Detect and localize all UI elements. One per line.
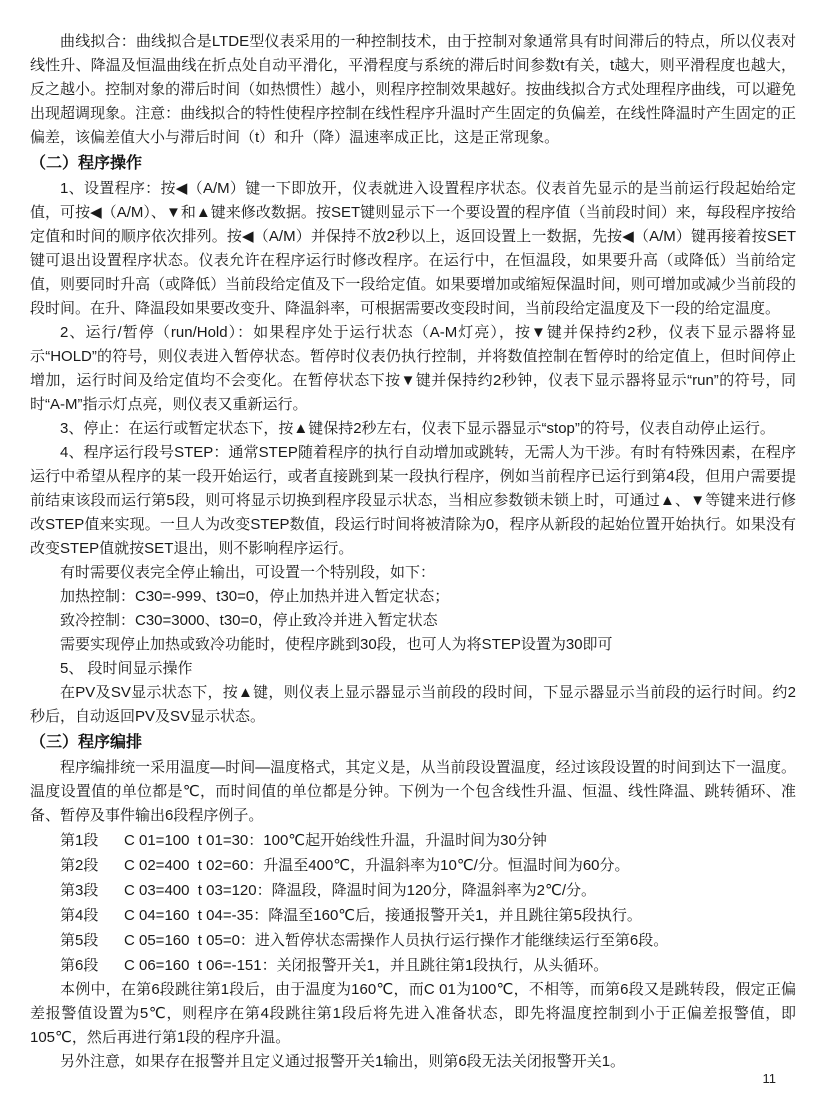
paragraph-alarm-note: 另外注意，如果存在报警并且定义通过报警开关1输出，则第6段无法关闭报警开关1。 <box>60 1053 626 1070</box>
segment-label: 第5段 <box>60 932 99 949</box>
segment-label: 第4段 <box>60 907 99 924</box>
paragraph-time-display: 在PV及SV显示状态下，按▲键，则仪表上显示器显示当前段的段时间，下显示器显示当前段的运行时间。约2秒后，自动返回PV及SV显示状态。 <box>30 684 796 725</box>
segment-text: C 05=160 t 05=0：进入暂停状态需操作人员执行运行操作才能继续运行至第6段。 <box>124 932 669 949</box>
line-special-segment-intro: 有时需要仪表完全停止输出，可设置一个特别段，如下： <box>60 564 436 581</box>
segment-text: C 04=160 t 04=-35：降温至160℃后，接通报警开关1，并且跳往第5段执行。 <box>124 907 642 924</box>
segment-row-1 <box>30 828 796 853</box>
segment-text: C 01=100 t 01=30：100℃起开始线性升温，升温时间为30分钟 <box>124 832 547 849</box>
line-cooling-control: 致冷控制：C30=3000、t30=0，停止致冷并进入暂定状态 <box>60 612 438 629</box>
segment-label: 第3段 <box>60 882 99 899</box>
line-step30-note: 需要实现停止加热或致冷功能时，使程序跳到30段，也可人为将STEP设置为30即可 <box>60 636 613 653</box>
paragraph-set-program: 1、设置程序：按◀（A/M）键一下即放开，仪表就进入设置程序状态。仪表首先显示的是当前运行段起始给定值，可按◀（A/M）、▼和▲键来修改数据。按SET键则显示下一个要设置的程序值（当前段时间）来，每段程序按给定值和时间的顺序依次排列。按◀（A/M）并保持不放2秒以上，返回设置上一数据，先按◀（A/M）键再接着按SET键可退出设置程序状态。仪表允许在程序运行时修改程序。在运行中，在恒温段，如果要升高（或降低）当前给定值，则要同时升高（或降低）当前段给定值及下一段给定值。如果要增加或缩短保温时间，则可增加或减少当前段的段时间。在升、降温段如果要改变升、降温斜率，可根据需要改变段时间，当前段给定温度及下一段的给定温度。 <box>30 180 796 317</box>
segment-text: C 03=400 t 03=120：降温段，降温时间为120分，降温斜率为2℃/分。 <box>124 882 596 899</box>
segment-text: C 02=400 t 02=60：升温至400℃，升温斜率为10℃/分。恒温时间为60分。 <box>124 857 630 874</box>
segment-label: 第1段 <box>60 832 99 849</box>
segment-label: 第6段 <box>60 957 99 974</box>
line-heating-control: 加热控制：C30=-999、t30=0，停止加热并进入暂定状态； <box>60 588 450 605</box>
paragraph-curve-fitting: 曲线拟合：曲线拟合是LTDE型仪表采用的一种控制技术，由于控制对象通常具有时间滞后的特点，所以仪表对线性升、降温及恒温曲线在折点处自动平滑化，平滑程度与系统的滞后时间参数t有关，t越大，则平滑程度也越大，反之越小。控制对象的滞后时间（如热惯性）越小，则程序控制效果越好。按曲线拟合方式处理程序曲线，可以避免出现超调现象。注意：曲线拟合的特性使程序控制在线性程序升温时产生固定的负偏差，在线性降温时产生固定的正偏差，该偏差值大小与滞后时间（t）和升（降）温速率成正比，这是正常现象。 <box>30 33 796 146</box>
page-number: 11 <box>762 1071 776 1086</box>
segment-text: C 06=160 t 06=-151：关闭报警开关1，并且跳往第1段执行，从头循环。 <box>124 957 609 974</box>
segment-row-5 <box>30 928 796 953</box>
paragraph-example-note: 本例中，在第6段跳往第1段后，由于温度为160℃，而C 01为100℃，不相等，而第6段又是跳转段，假定正偏差报警值设置为5℃，则程序在第4段跳往第1段后将先进入准备状态，即先将温度控制到小于正偏差报警值，即105℃，然后再进行第1段的程序升温。 <box>30 981 796 1046</box>
segment-row-4 <box>30 903 796 928</box>
paragraph-step-number: 4、程序运行段号STEP：通常STEP随着程序的执行自动增加或跳转，无需人为干涉。有时有特殊因素，在程序运行中希望从程序的某一段开始运行，或者直接跳到某一段执行程序，例如当前程序已运行到第4段，但用户需要提前结束该段而运行第5段，则可将显示切换到程序段显示状态，当相应参数锁未锁上时，可通过▲、▼等键来进行修改STEP值来实现。一旦人为改变STEP数值，段运行时间将被清除为0，程序从新段的起始位置开始执行。如果没有改变STEP值就按SET退出，则不影响程序运行。 <box>30 444 796 557</box>
segment-row-3 <box>30 878 796 903</box>
section-heading-programming: （三）程序编排 <box>30 734 143 751</box>
segment-row-6 <box>30 953 796 978</box>
segment-label: 第2段 <box>60 857 99 874</box>
paragraph-stop: 3、停止：在运行或暂定状态下，按▲键保持2秒左右，仪表下显示器显示“stop”的符号，仪表自动停止运行。 <box>60 420 775 437</box>
segment-row-2 <box>30 853 796 878</box>
paragraph-run-hold: 2、运行/暂停（run/Hold）：如果程序处于运行状态（A-M灯亮），按▼键并保持约2秒，仪表下显示器将显示“HOLD”的符号，则仪表进入暂停状态。暂停时仪表仍执行控制，并将数值控制在暂停时的给定值上，但时间停止增加，运行时间及给定值均不会变化。在暂停状态下按▼键并保持约2秒钟，仪表下显示器将显示“run”的符号，同时“A-M”指示灯点亮，则仪表又重新运行。 <box>30 324 796 413</box>
section-heading-program-operation: （二）程序操作 <box>30 155 143 172</box>
line-time-display-title: 5、 段时间显示操作 <box>60 660 193 677</box>
paragraph-programming-format: 程序编排统一采用温度—时间—温度格式，其定义是，从当前段设置温度，经过该段设置的时间到达下一温度。温度设置值的单位都是℃，而时间值的单位都是分钟。下例为一个包含线性升温、恒温、线性降温、跳转循环、准备、暂停及事件输出6段程序例子。 <box>30 759 796 824</box>
